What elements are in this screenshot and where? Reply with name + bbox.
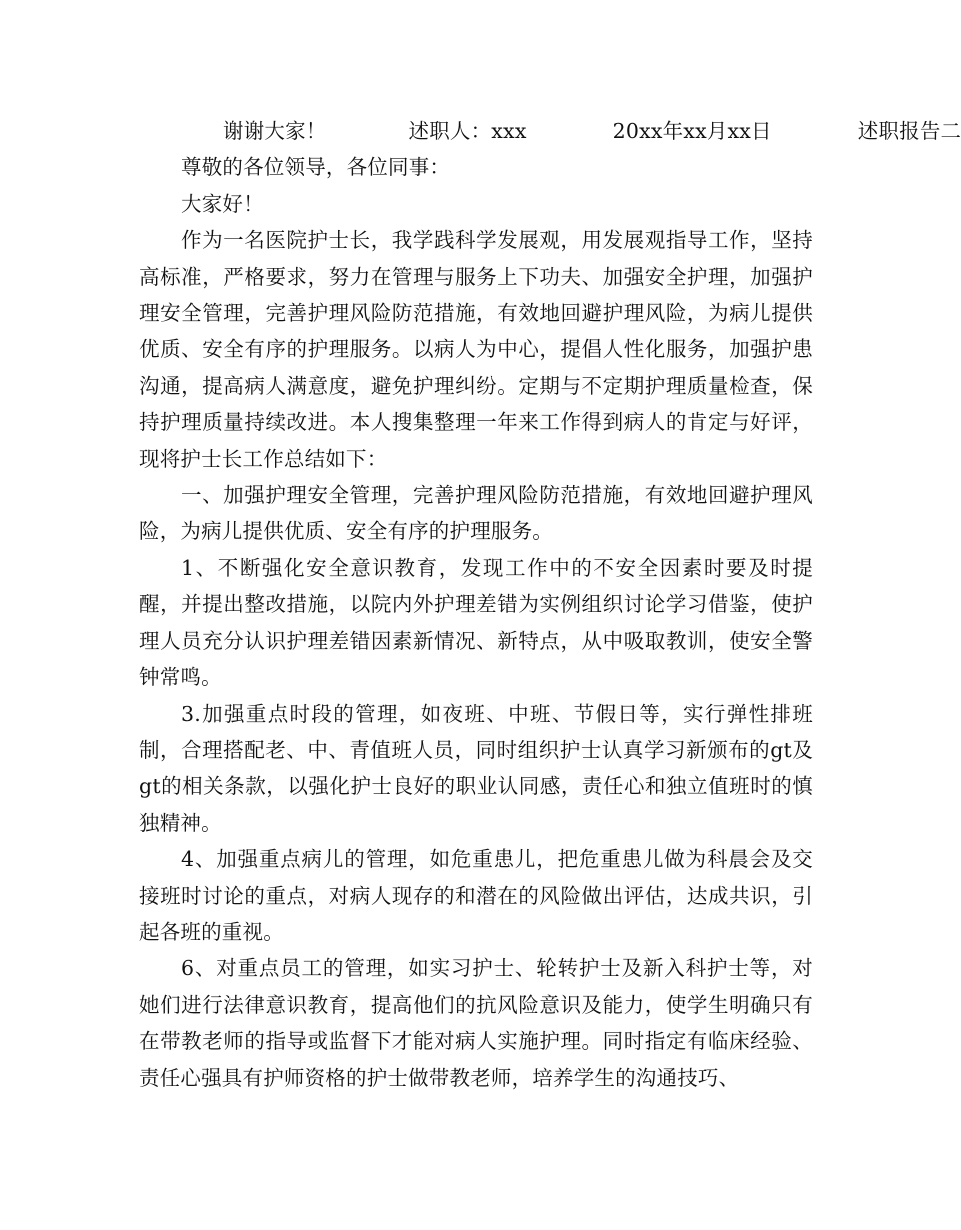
thanks-text: 谢谢大家！ bbox=[223, 119, 327, 143]
section-heading: 一、加强护理安全管理，完善护理风险防范措施，有效地回避护理风险，为病儿提供优质、安全有序的护理服务。 bbox=[139, 483, 813, 544]
document-body bbox=[139, 113, 961, 1096]
intro-paragraph: 作为一名医院护士长，我学践科学发展观，用发展观指导工作，坚持高标准，严格要求，努力在管理与服务上下功夫、加强安全护理，加强护理安全管理，完善护理风险防范措施，有效地回避护理风险，为病儿提供优质、安全有序的护理服务。以病人为中心，提倡人性化服务，加强护患沟通，提高病人满意度，避免护理纠纷。定期与不定期护理质量检查，保持护理质量持续改进。本人搜集整理一年来工作得到病人的肯定与好评，现将护士长工作总结如下： bbox=[139, 228, 813, 471]
greeting: 大家好！ bbox=[181, 191, 264, 216]
date-text: 20xx年xx月xx日 bbox=[612, 119, 772, 143]
salutation: 尊敬的各位领导，各位同事： bbox=[181, 155, 451, 180]
report-title: 述职报告二 bbox=[857, 119, 961, 143]
paragraph-item-1: 1、不断强化安全意识教育，发现工作中的不安全因素时要及时提醒，并提出整改措施，以院内外护理差错为实例组织讨论学习借鉴，使护理人员充分认识护理差错因素新情况、新特点，从中吸取教训，使安全警钟常鸣。 bbox=[139, 555, 813, 690]
report-header-line bbox=[139, 113, 961, 149]
paragraph-item-6: 6、对重点员工的管理，如实习护士、轮转护士及新入科护士等，对她们进行法律意识教育，提高他们的抗风险意识及能力，使学生明确只有在带教老师的指导或监督下才能对病人实施护理。同时指定有临床经验、责任心强具有护师资格的护士做带教老师，培养学生的沟通技巧、 bbox=[139, 956, 813, 1090]
paragraph-item-3: 3.加强重点时段的管理，如夜班、中班、节假日等，实行弹性排班制，合理搭配老、中、青值班人员，同时组织护士认真学习新颁布的gt及gt的相关条款，以强化护士良好的职业认同感，责任心和独立值班时的慎独精神。 bbox=[139, 701, 813, 835]
paragraph-item-4: 4、加强重点病儿的管理，如危重患儿，把危重患儿做为科晨会及交接班时讨论的重点，对病人现存的和潜在的风险做出评估，达成共识，引起各班的重视。 bbox=[139, 847, 813, 944]
author-text: 述职人：xxx bbox=[408, 119, 527, 143]
